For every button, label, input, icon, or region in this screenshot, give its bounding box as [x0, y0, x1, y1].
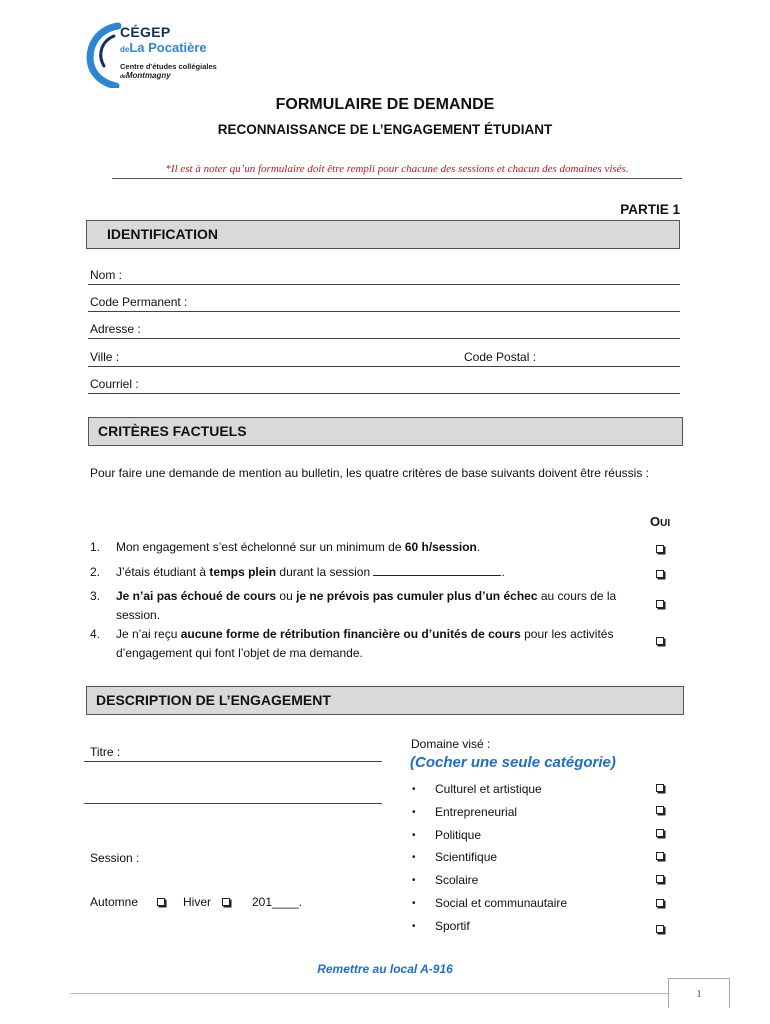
titre-label: Titre :	[90, 745, 121, 759]
section-criteres-heading: CRITÈRES FACTUELS	[88, 417, 683, 446]
critere-1: 1. Mon engagement s’est échelonné sur un minimum de 60 h/session.	[90, 540, 481, 554]
code-permanent-field[interactable]	[88, 311, 680, 312]
nom-label: Nom :	[90, 268, 123, 282]
bullet-icon: •	[412, 830, 416, 841]
adresse-field[interactable]	[88, 338, 680, 339]
critere-4: 4. Je n’ai reçu aucune forme de rétribution financière ou d’unités de cours pour les activités d’engagement qui font l’objet de ma demande.	[90, 627, 614, 660]
courriel-label: Courriel :	[90, 377, 139, 391]
section-identification-heading: IDENTIFICATION	[86, 220, 680, 249]
critere-2-checkbox[interactable]	[656, 570, 664, 578]
category-politique: Politique	[435, 828, 482, 842]
cocher-instruction: (Cocher une seule catégorie)	[410, 754, 616, 771]
critere-4-checkbox[interactable]	[656, 637, 664, 645]
hiver-label: Hiver	[183, 895, 212, 909]
ville-code-postal-field[interactable]	[88, 366, 680, 367]
category-scientifique: Scientifique	[435, 850, 498, 864]
critere-1-checkbox[interactable]	[656, 545, 664, 553]
code-permanent-label: Code Permanent :	[90, 295, 188, 309]
adresse-label: Adresse :	[90, 322, 141, 336]
domaine-label: Domaine visé :	[411, 737, 491, 751]
bullet-icon: •	[412, 852, 416, 863]
logo-centre-text: Centre d'études collégiales	[120, 62, 217, 71]
critere-3-checkbox[interactable]	[656, 600, 664, 608]
courriel-field[interactable]	[88, 393, 680, 394]
category-politique-checkbox[interactable]	[656, 829, 664, 837]
form-subtitle: RECONNAISSANCE DE L’ENGAGEMENT ÉTUDIANT	[217, 122, 553, 137]
category-social-checkbox[interactable]	[656, 899, 664, 907]
cegep-logo	[84, 20, 234, 90]
category-scolaire: Scolaire	[435, 873, 479, 887]
nom-field[interactable]	[88, 284, 680, 285]
category-entrepreneurial: Entrepreneurial	[435, 805, 518, 819]
session-label: Session :	[90, 851, 140, 865]
logo-arc-icon	[84, 22, 124, 88]
category-culturel-checkbox[interactable]	[656, 784, 664, 792]
category-sportif: Sportif	[435, 919, 470, 933]
bullet-icon: •	[412, 875, 416, 886]
oui-column-header: OUI	[650, 514, 671, 529]
titre-field-line-1[interactable]	[84, 761, 382, 762]
critere-2: 2. J’étais étudiant à temps plein durant la session .	[90, 565, 505, 579]
bullet-icon: •	[412, 807, 416, 818]
category-scientifique-checkbox[interactable]	[656, 852, 664, 860]
hiver-checkbox[interactable]	[222, 898, 230, 906]
logo-montmagny-text: deMontmagny	[120, 71, 171, 80]
critere-3: 3. Je n’ai pas échoué de cours ou je ne prévois pas cumuler plus d’un échec au cours de la session.	[90, 589, 617, 622]
logo-college-name: deLa Pocatière	[120, 40, 207, 55]
category-social: Social et communautaire	[435, 896, 568, 910]
automne-label: Automne	[90, 895, 139, 909]
annee-field[interactable]: 201____.	[252, 895, 303, 909]
category-scolaire-checkbox[interactable]	[656, 875, 664, 883]
logo-cegep-text: CÉGEP	[120, 24, 171, 40]
form-title: FORMULAIRE DE DEMANDE	[275, 96, 495, 113]
bullet-icon: •	[412, 784, 416, 795]
code-postal-label: Code Postal :	[464, 350, 537, 364]
titre-field-line-2[interactable]	[84, 803, 382, 804]
category-sportif-checkbox[interactable]	[656, 925, 664, 933]
footer-divider	[70, 993, 670, 994]
category-culturel: Culturel et artistique	[435, 782, 542, 796]
section-description-heading: DESCRIPTION DE L’ENGAGEMENT	[86, 686, 684, 715]
criteres-intro: Pour faire une demande de mention au bulletin, les quatre critères de base suivants doivent être réussis :	[90, 466, 649, 480]
remettre-instruction: Remettre au local A-916	[317, 962, 453, 976]
part-label: PARTIE 1	[620, 202, 680, 217]
bullet-icon: •	[412, 898, 416, 909]
ville-label: Ville :	[90, 350, 120, 364]
automne-checkbox[interactable]	[157, 898, 165, 906]
page-number: 1	[668, 978, 730, 1008]
category-entrepreneurial-checkbox[interactable]	[656, 806, 664, 814]
bullet-icon: •	[412, 921, 416, 932]
form-note: *Il est à noter qu’un formulaire doit être rempli pour chacune des sessions et chacun des domaines visés.	[112, 163, 682, 179]
session-blank[interactable]	[373, 563, 501, 576]
